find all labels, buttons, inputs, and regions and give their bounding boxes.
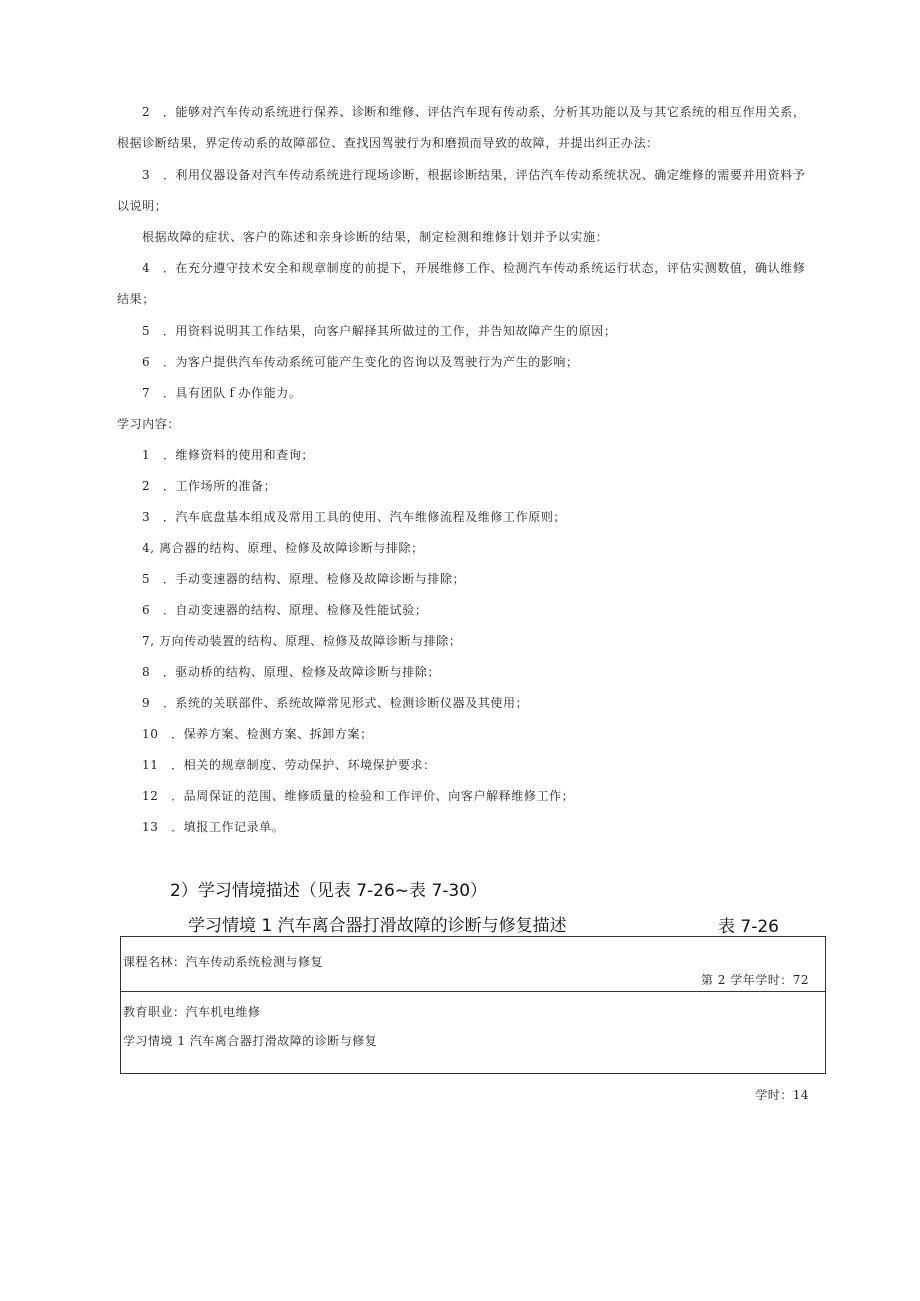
list-item: 1 ．维修资料的使用和查询；: [142, 448, 315, 462]
list-item: 8 ．驱动桥的结构、原理、检修及故障诊断与排除；: [142, 665, 441, 679]
list-item: 4, 离合器的结构、原理、检修及故障诊断与排除；: [142, 541, 424, 555]
paragraph-line: 2 ．能够对汽车传动系统进行保养、诊断和维修、评估汽车现有传动系，分析其功能以及与其它系统的相互作用关系，: [142, 105, 806, 119]
hours-cell: 学时：14: [755, 1088, 809, 1102]
list-item: 9 ．系统的关联部件、系统故障常见形式、检测诊断仪器及其使用；: [142, 696, 529, 710]
course-name-cell: 课程名林：汽车传动系统检测与修复: [123, 955, 324, 969]
paragraph-line: 3 ．利用仪器设备对汽车传动系统进行现场诊断，根据诊断结果，评估汽车传动系统状况、确定维修的需要并用资料予: [142, 168, 806, 182]
list-item: 13 ．填报工作记录单。: [142, 820, 285, 834]
paragraph-line: 以说明；: [117, 199, 168, 213]
list-item: 3 ．汽车底盘基本组成及常用工具的使用、汽车维修流程及维修工作原则；: [142, 510, 567, 524]
table-number: 表 7-26: [718, 917, 779, 937]
paragraph-line: 根据故障的症状、客户的陈述和亲身诊断的结果，制定检测和维修计划并予以实施：: [142, 230, 609, 244]
list-item: 2 ．工作场所的准备；: [142, 479, 277, 493]
paragraph-line: 6 ．为客户提供汽车传动系统可能产生变化的咨询以及驾驶行为产生的影响；: [142, 355, 579, 369]
table-row: [121, 937, 825, 1019]
list-item: 12 ．品周保证的范围、维修质量的检验和工作评价、向客户解释维修工作；: [142, 789, 575, 803]
paragraph-line: 根据诊断结果，界定传动系的故障部位、查找因驾驶行为和磨损而导致的故障，并提出纠正办法：: [117, 136, 659, 150]
year-hours-cell: 第 2 学年学时：72: [700, 973, 809, 987]
paragraph-line: 7 ．具有团队ｆ办作能力。: [142, 386, 302, 400]
paragraph-line: 4 ．在充分遵守技术安全和规章制度的前提下，开展维修工作、检测汽车传动系统运行状态，评估实测数值，确认维修: [142, 261, 806, 275]
table-caption: 学习情境 1 汽车离合器打滑故障的诊断与修复描述: [188, 916, 567, 936]
list-item: 6 ．自动变速器的结构、原理、检修及性能试验；: [142, 603, 428, 617]
list-item: 7, 万向传动装置的结构、原理、检修及故障诊断与排除；: [142, 634, 462, 648]
paragraph-line: 5 ．用资料说明其工作结果，向客户解择其所做过的工作，并告知故障产生的原因；: [142, 324, 617, 338]
table-row: [121, 992, 825, 1102]
section-heading: 2）学习情境描述（见表 7-26~表 7-30）: [170, 881, 488, 901]
info-table: [120, 936, 826, 1102]
list-item: 5 ．手动变速器的结构、原理、检修及故障诊断与排除；: [142, 572, 466, 586]
major-cell: 教育职业：汽车机电维修: [123, 1005, 261, 1019]
paragraph-line: 结果；: [117, 292, 155, 306]
list-item: 10 ．保养方案、检测方案、拆卸方案；: [142, 727, 373, 741]
list-item: 11 ．相关的规章制度、劳动保护、环境保护要求：: [142, 758, 436, 772]
content-title: 学习内容：: [117, 417, 181, 431]
situation-cell: 学习情境 1 汽车离合器打滑故障的诊断与修复: [123, 1034, 378, 1048]
